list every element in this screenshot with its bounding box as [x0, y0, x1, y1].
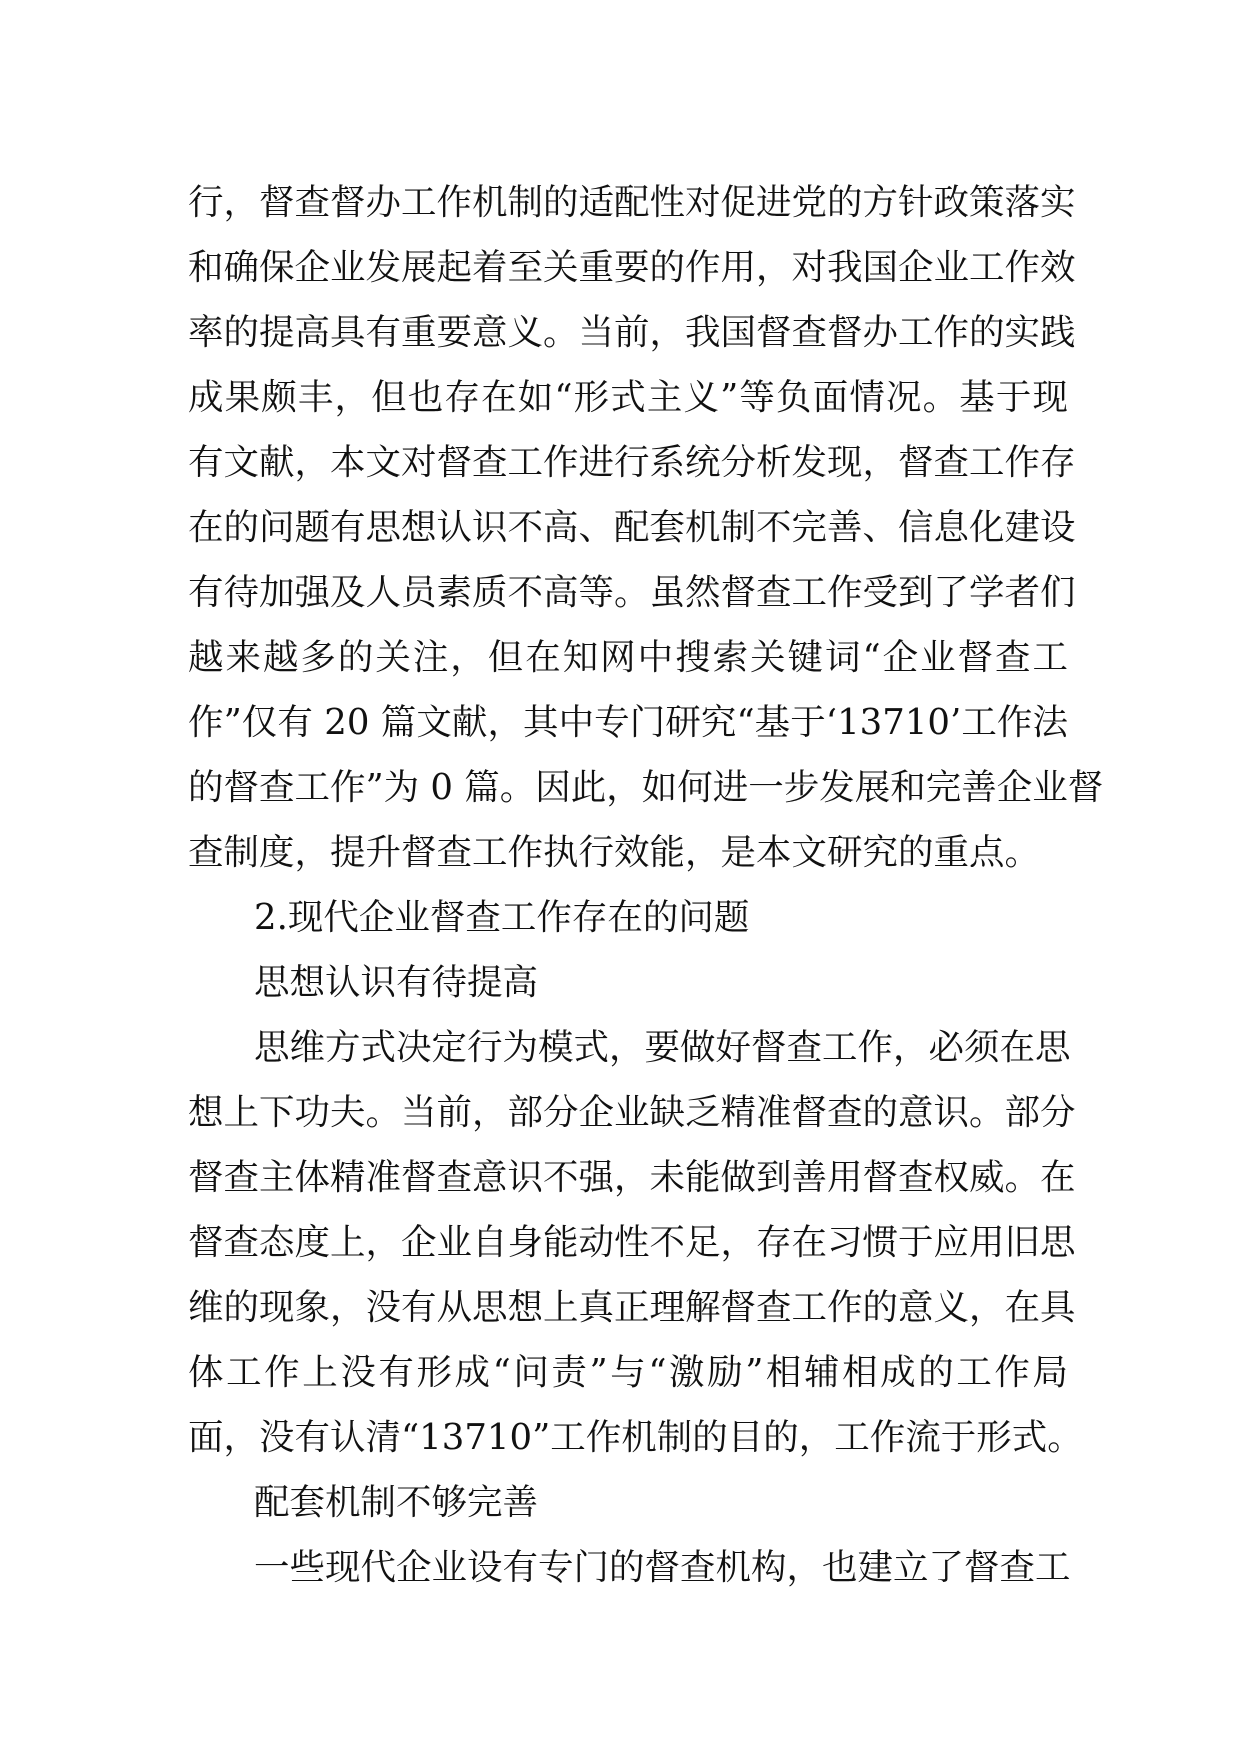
text-line: 成果颇丰，但也存在如“形式主义”等负面情况。基于现: [188, 377, 1068, 418]
text-line: 维的现象，没有从思想上真正理解督查工作的意义，在具: [188, 1287, 1076, 1328]
section-heading: 2.现代企业督查工作存在的问题: [254, 897, 750, 938]
text-line: 率的提高具有重要意义。当前，我国督查督办工作的实践: [188, 312, 1076, 353]
text-line: 体工作上没有形成“问责”与“激励”相辅相成的工作局: [188, 1352, 1068, 1393]
text-line: 督查态度上，企业自身能动性不足，存在习惯于应用旧思: [188, 1222, 1076, 1263]
text-line: 的督查工作”为 0 篇。因此，如何进一步发展和完善企业督: [188, 767, 1104, 808]
text-line: 一些现代企业设有专门的督查机构，也建立了督查工: [254, 1547, 1071, 1588]
body-text: [188, 170, 1104, 1600]
text-line: 作”仅有 20 篇文献，其中专门研究“基于‘13710’工作法: [188, 702, 1068, 743]
text-line: 有待加强及人员素质不高等。虽然督查工作受到了学者们: [188, 572, 1076, 613]
text-line: 想上下功夫。当前，部分企业缺乏精准督查的意识。部分: [188, 1092, 1076, 1133]
text-line: 和确保企业发展起着至关重要的作用，对我国企业工作效: [188, 247, 1076, 288]
subsection-heading: 思想认识有待提高: [254, 962, 539, 1003]
text-line: 越来越多的关注，但在知网中搜索关键词“企业督查工: [188, 637, 1068, 678]
text-line: 查制度，提升督查工作执行效能，是本文研究的重点。: [188, 832, 1041, 873]
text-line: 面，没有认清“13710”工作机制的目的，工作流于形式。: [188, 1417, 1083, 1458]
subsection-heading: 配套机制不够完善: [254, 1482, 539, 1523]
text-line: 有文献，本文对督查工作进行系统分析发现，督查工作存: [188, 442, 1076, 483]
text-line: 思维方式决定行为模式，要做好督查工作，必须在思: [254, 1027, 1071, 1068]
text-line: 在的问题有思想认识不高、配套机制不完善、信息化建设: [188, 507, 1076, 548]
text-line: 督查主体精准督查意识不强，未能做到善用督查权威。在: [188, 1157, 1076, 1198]
text-line: 行，督查督办工作机制的适配性对促进党的方针政策落实: [188, 182, 1076, 223]
